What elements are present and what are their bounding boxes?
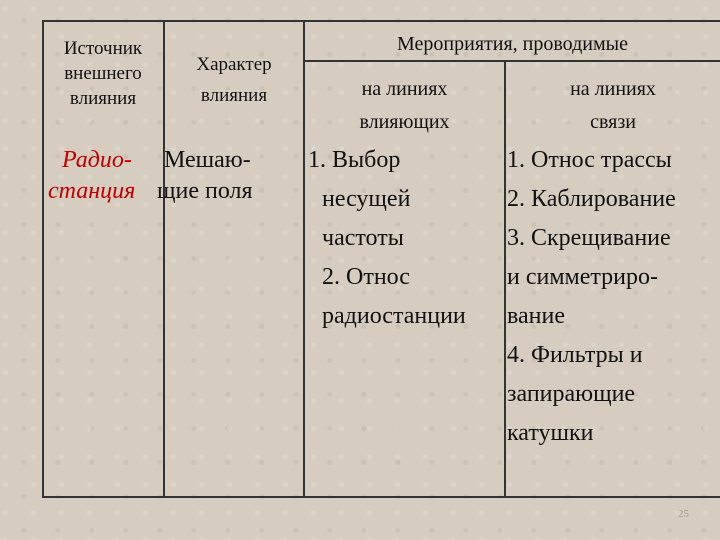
row-measures-influencing <box>308 141 466 336</box>
communication-line-5: вание <box>507 303 566 329</box>
header-nature-line-2: влияния <box>200 85 268 106</box>
header-source-line-1: Источник <box>63 38 143 59</box>
influencing-line-4: 2. Относ <box>322 264 410 290</box>
header-sub-influencing-line-2: влияющих <box>359 111 450 133</box>
header-sub-influencing <box>305 76 504 136</box>
influencing-line-2: несущей <box>322 186 411 212</box>
header-measures-title: Мероприятия, проводимые <box>397 33 628 55</box>
header-sub-communication-line-1: на линиях <box>570 78 656 100</box>
row-measures-communication <box>507 141 676 453</box>
header-nature-line-1: Характер <box>196 54 272 75</box>
table-top-border <box>42 20 720 22</box>
header-sub-communication-line-2: связи <box>590 111 636 133</box>
communication-line-3: 3. Скрещивание <box>507 225 671 251</box>
communication-line-8: катушки <box>507 420 594 446</box>
row-source <box>48 141 135 211</box>
communication-line-6: 4. Фильтры и <box>507 342 643 368</box>
influencing-line-3: частоты <box>322 225 404 251</box>
header-measures <box>305 31 720 58</box>
row-nature-line-2: щие поля <box>157 178 253 204</box>
influencing-line-1: 1. Выбор <box>308 147 401 173</box>
row-nature <box>157 141 253 211</box>
communication-line-4: и симметриро- <box>507 264 658 290</box>
header-source <box>44 36 162 111</box>
measures-subheader-divider <box>304 60 720 62</box>
header-sub-communication <box>506 76 720 136</box>
row-source-line-1: Радио- <box>62 147 132 173</box>
header-nature <box>165 52 303 108</box>
table-bottom-border <box>42 496 720 498</box>
communication-line-2: 2. Каблирование <box>507 186 676 212</box>
page-number: 25 <box>678 508 689 520</box>
communication-line-7: запирающие <box>507 381 636 407</box>
header-source-line-2: внешнего <box>64 63 142 84</box>
influencing-line-5: радиостанции <box>322 303 466 329</box>
communication-line-1: 1. Относ трассы <box>507 147 672 173</box>
header-sub-influencing-line-1: на линиях <box>361 78 448 100</box>
row-source-line-2: станция <box>48 178 136 204</box>
row-nature-line-1: Мешаю- <box>164 147 251 173</box>
header-source-line-3: влияния <box>69 88 137 109</box>
